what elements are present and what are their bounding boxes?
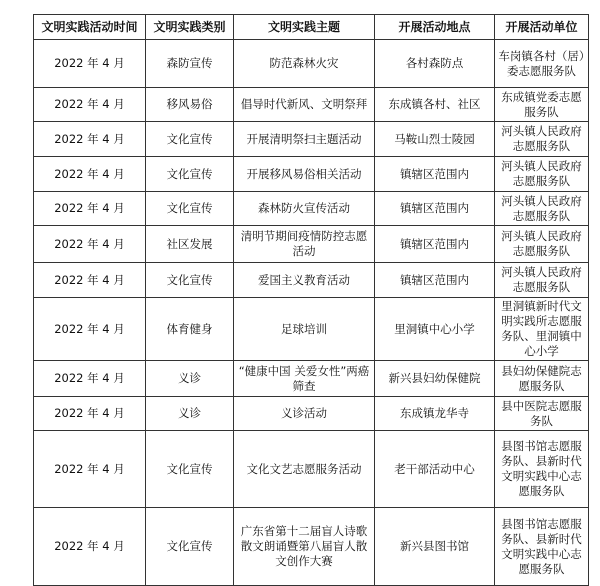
- cell-theme: 防范森林火灾: [234, 40, 375, 88]
- cell-category: 移风易俗: [146, 88, 234, 122]
- cell-theme: 文化文艺志愿服务活动: [234, 431, 375, 508]
- cell-theme: 广东省第十二届盲人诗歌散文朗诵暨第八届盲人散文创作大赛: [234, 508, 375, 586]
- table-row: [34, 431, 589, 508]
- cell-unit: 车岗镇各村（居）委志愿服务队: [495, 40, 589, 88]
- cell-category: 文化宣传: [146, 192, 234, 226]
- table-row: [34, 397, 589, 431]
- cell-location: 镇辖区范围内: [375, 263, 495, 298]
- cell-unit: 河头镇人民政府志愿服务队: [495, 263, 589, 298]
- cell-time: 2022 年 4 月: [34, 192, 146, 226]
- cell-location: 镇辖区范围内: [375, 192, 495, 226]
- cell-location: 各村森防点: [375, 40, 495, 88]
- cell-time: 2022 年 4 月: [34, 157, 146, 192]
- cell-unit: 东成镇党委志愿服务队: [495, 88, 589, 122]
- cell-unit: 县图书馆志愿服务队、县新时代文明实践中心志愿服务队: [495, 508, 589, 586]
- table-row: [34, 226, 589, 263]
- cell-unit: 县图书馆志愿服务队、县新时代文明实践中心志愿服务队: [495, 431, 589, 508]
- cell-unit: 河头镇人民政府志愿服务队: [495, 226, 589, 263]
- cell-time: 2022 年 4 月: [34, 361, 146, 397]
- cell-time: 2022 年 4 月: [34, 298, 146, 361]
- cell-location: 里洞镇中心小学: [375, 298, 495, 361]
- cell-category: 体育健身: [146, 298, 234, 361]
- header-category: 文明实践类别: [146, 15, 234, 40]
- cell-unit: 河头镇人民政府志愿服务队: [495, 122, 589, 157]
- cell-category: 义诊: [146, 361, 234, 397]
- cell-theme: 倡导时代新风、文明祭拜: [234, 88, 375, 122]
- cell-theme: 开展移风易俗相关活动: [234, 157, 375, 192]
- cell-theme: “健康中国 关爱女性”两癌筛查: [234, 361, 375, 397]
- table-row: [34, 157, 589, 192]
- table-row: [34, 263, 589, 298]
- table-row: [34, 122, 589, 157]
- cell-location: 新兴县图书馆: [375, 508, 495, 586]
- cell-location: 新兴县妇幼保健院: [375, 361, 495, 397]
- cell-unit: 县妇幼保健院志愿服务队: [495, 361, 589, 397]
- cell-theme: 爱国主义教育活动: [234, 263, 375, 298]
- cell-theme: 开展清明祭扫主题活动: [234, 122, 375, 157]
- cell-time: 2022 年 4 月: [34, 431, 146, 508]
- cell-theme: 足球培训: [234, 298, 375, 361]
- cell-theme: 清明节期间疫情防控志愿活动: [234, 226, 375, 263]
- header-location: 开展活动地点: [375, 15, 495, 40]
- table-row: [34, 508, 589, 586]
- cell-category: 义诊: [146, 397, 234, 431]
- cell-category: 文化宣传: [146, 263, 234, 298]
- cell-category: 森防宣传: [146, 40, 234, 88]
- cell-time: 2022 年 4 月: [34, 508, 146, 586]
- table-row: [34, 361, 589, 397]
- cell-location: 镇辖区范围内: [375, 157, 495, 192]
- cell-location: 东成镇龙华寺: [375, 397, 495, 431]
- cell-unit: 河头镇人民政府志愿服务队: [495, 157, 589, 192]
- cell-time: 2022 年 4 月: [34, 397, 146, 431]
- cell-unit: 县中医院志愿服务队: [495, 397, 589, 431]
- cell-category: 文化宣传: [146, 157, 234, 192]
- header-unit: 开展活动单位: [495, 15, 589, 40]
- cell-theme: 森林防火宣传活动: [234, 192, 375, 226]
- cell-category: 社区发展: [146, 226, 234, 263]
- cell-category: 文化宣传: [146, 122, 234, 157]
- activity-table-container: [33, 14, 589, 586]
- table-row: [34, 192, 589, 226]
- table-row: [34, 40, 589, 88]
- cell-time: 2022 年 4 月: [34, 40, 146, 88]
- cell-unit: 里洞镇新时代文明实践所志愿服务队、里洞镇中心小学: [495, 298, 589, 361]
- cell-location: 马鞍山烈士陵园: [375, 122, 495, 157]
- cell-time: 2022 年 4 月: [34, 226, 146, 263]
- cell-location: 东成镇各村、社区: [375, 88, 495, 122]
- table-row: [34, 298, 589, 361]
- table-row: [34, 88, 589, 122]
- cell-location: 镇辖区范围内: [375, 226, 495, 263]
- header-theme: 文明实践主题: [234, 15, 375, 40]
- header-time: 文明实践活动时间: [34, 15, 146, 40]
- table-header-row: [34, 15, 589, 40]
- activity-table: [33, 14, 589, 586]
- cell-category: 文化宣传: [146, 508, 234, 586]
- cell-time: 2022 年 4 月: [34, 263, 146, 298]
- cell-time: 2022 年 4 月: [34, 122, 146, 157]
- cell-category: 文化宣传: [146, 431, 234, 508]
- cell-location: 老干部活动中心: [375, 431, 495, 508]
- cell-theme: 义诊活动: [234, 397, 375, 431]
- cell-time: 2022 年 4 月: [34, 88, 146, 122]
- cell-unit: 河头镇人民政府志愿服务队: [495, 192, 589, 226]
